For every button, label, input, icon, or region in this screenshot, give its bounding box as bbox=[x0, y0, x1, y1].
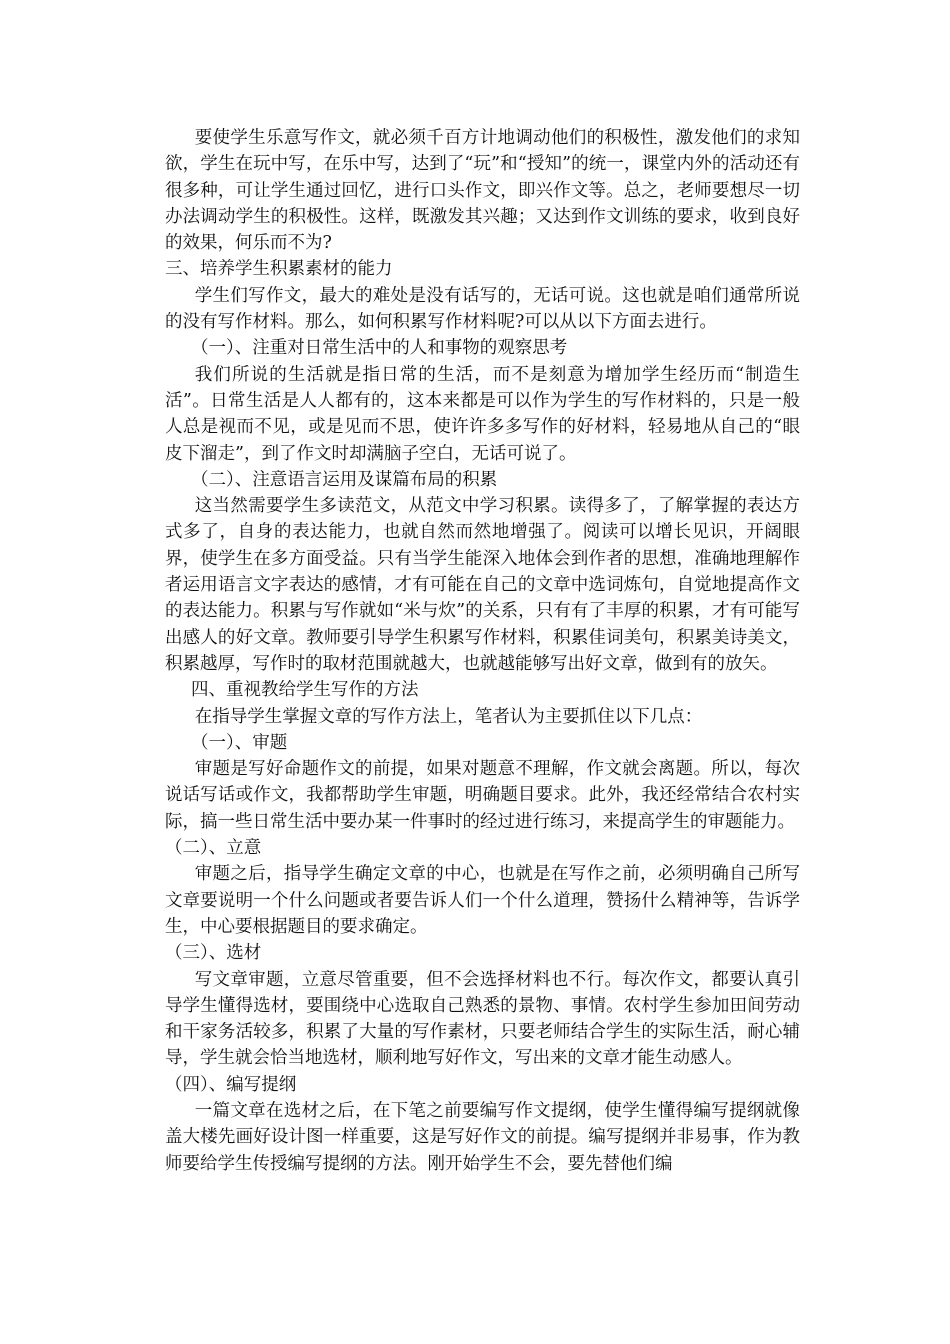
paragraph-theme: 审题之后，指导学生确定文章的中心，也就是在写作之前，必须明确自己所写文章要说明一个什么问题或者要告诉人们一个什么道理，赞扬什么精神等，告诉学生，中心要根据题目的要求确定。 bbox=[165, 864, 800, 937]
paragraph-daily-life: 我们所说的生活就是指日常的生活，而不是刻意为增加学生经历而“制造生活”。日常生活是人人都有的，这本来都是可以作为学生的写作材料的，只是一般人总是视而不见，或是见而不思，使许许多多写作的好材料，轻易地从自己的“眼皮下溜走”，到了作文时却满脑子空白，无话可说了。 bbox=[165, 364, 800, 464]
paragraph-motivation: 要使学生乐意写作文，就必须千百方计地调动他们的积极性，激发他们的求知欲，学生在玩中写，在乐中写，达到了“玩”和“授知”的统一，课堂内外的活动还有很多种，可让学生通过回忆，进行口头作文，即兴作文等。总之，老师要想尽一切办法调动学生的积极性。这样，既激发其兴趣；又达到作文训练的要求，收到良好的效果，何乐而不为? bbox=[165, 128, 800, 254]
section-heading-3: 三、培养学生积累素材的能力 bbox=[165, 259, 393, 280]
paragraph-language-accumulation: 这当然需要学生多读范文，从范文中学习积累。读得多了，了解掌握的表达方式多了，自身的表达能力，也就自然而然地增强了。阅读可以增长见识，开阔眼界，使学生在多方面受益。只有当学生能深入地体会到作者的思想，准确地理解作者运用语言文字表达的感情，才有可能在自己的文章中选词炼句，自觉地提高作文的表达能力。积累与写作就如“米与炊”的关系，只有有了丰厚的积累，才有可能写出感人的好文章。教师要引导学生积累写作材料，积累佳词美句，积累美诗美文，积累越厚，写作时的取材范围就越大，也就越能够写出好文章，做到有的放矢。 bbox=[165, 496, 800, 674]
subheading-3-1: （一）、注重对日常生活中的人和事物的观察思考 bbox=[191, 338, 568, 359]
paragraph-topic-review: 审题是写好命题作文的前提，如果对题意不理解，作文就会离题。所以，每次说话写话或作文，我都帮助学生审题，明确题目要求。此外，我还经常结合农村实际，搞一些日常生活中要办某一件事时的经过进行练习，来提高学生的审题能力。 bbox=[165, 759, 800, 832]
subheading-4-3: （三）、选材 bbox=[165, 943, 262, 964]
paragraph-material-selection: 写文章审题，立意尽管重要，但不会选择材料也不行。每次作文，都要认真引导学生懂得选材，要围绕中心选取自己熟悉的景物、事情。农村学生参加田间劳动和干家务活较多，积累了大量的写作素材，只要老师结合学生的实际生活，耐心辅导，学生就会恰当地选材，顺利地写好作文，写出来的文章才能生动感人。 bbox=[165, 969, 800, 1069]
paragraph-methods-intro: 在指导学生掌握文章的写作方法上，笔者认为主要抓住以下几点： bbox=[194, 706, 703, 727]
subheading-3-2: （二）、注意语言运用及谋篇布局的积累 bbox=[191, 469, 498, 490]
section-heading-4: 四、重视教给学生写作的方法 bbox=[191, 680, 419, 701]
subheading-4-2: （二）、立意 bbox=[165, 838, 262, 859]
document-body bbox=[165, 125, 800, 1177]
subheading-4-4: （四）、编写提纲 bbox=[165, 1074, 297, 1095]
subheading-4-1: （一）、审题 bbox=[191, 732, 288, 753]
paragraph-outline: 一篇文章在选材之后，在下笔之前要编写作文提纲，使学生懂得编写提纲就像盖大楼先画好设计图一样重要，这是写好作文的前提。编写提纲并非易事，作为教师要给学生传授编写提纲的方法。刚开始学生不会，要先替他们编 bbox=[165, 1100, 800, 1174]
paragraph-material-difficulty: 学生们写作文，最大的难处是没有话写的，无话可说。这也就是咱们通常所说的没有写作材料。那么，如何积累写作材料呢?可以从以下方面去进行。 bbox=[165, 285, 800, 333]
